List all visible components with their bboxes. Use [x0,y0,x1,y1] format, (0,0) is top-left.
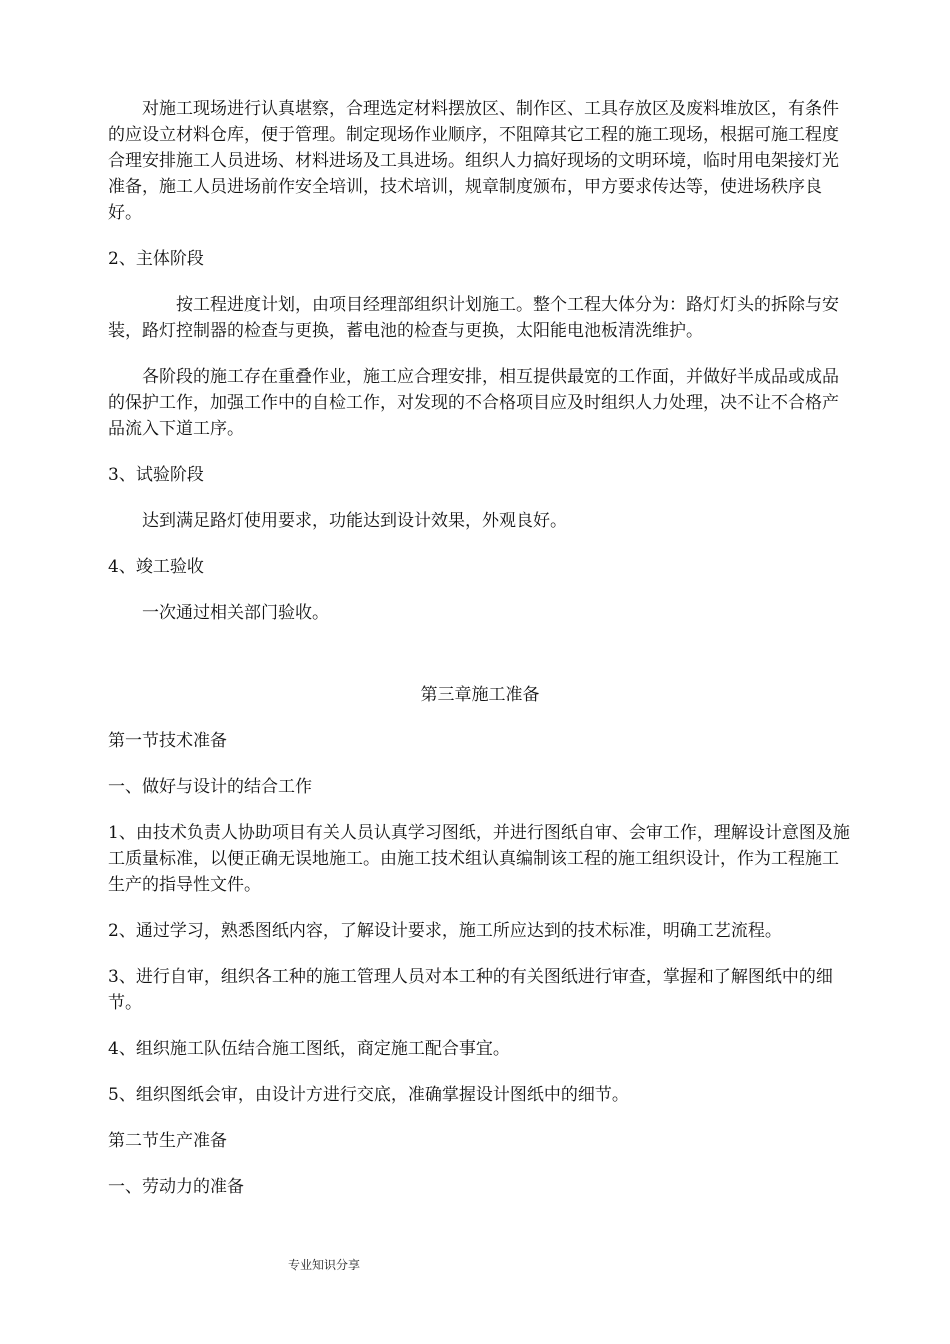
list-item-5: 5、组织图纸会审，由设计方进行交底，准确掌握设计图纸中的细节。 [108,1085,629,1105]
section-heading-technical: 第一节技术准备 [108,731,227,751]
paragraph-overlap-work: 各阶段的施工存在重叠作业，施工应合理安排，相互提供最宽的工作面，并做好半成品或成品的保护工作，加强工作中的自检工作，对发现的不合格项目应及时组织人力处理，决不让不合格产品流入下道工序。 [108,367,839,439]
list-item-2: 2、通过学习，熟悉图纸内容，了解设计要求，施工所应达到的技术标准，明确工艺流程。 [108,921,782,941]
heading-acceptance: 4、竣工验收 [108,557,204,577]
subheading-design-coordination: 一、做好与设计的结合工作 [108,777,312,797]
paragraph-acceptance: 一次通过相关部门验收。 [142,603,329,623]
paragraph-test: 达到满足路灯使用要求，功能达到设计效果，外观良好。 [142,511,567,531]
page-footer: 专业知识分享 [288,1258,361,1272]
heading-test-stage: 3、试验阶段 [108,465,204,485]
list-item-1: 1、由技术负责人协助项目有关人员认真学习图纸，并进行图纸自审、会审工作，理解设计意图及施工质量标准，以便正确无误地施工。由施工技术组认真编制该工程的施工组织设计，作为工程施工生产的指导性文件。 [108,823,850,895]
list-item-3: 3、进行自审，组织各工种的施工管理人员对本工种的有关图纸进行审查，掌握和了解图纸中的细节。 [108,967,833,1013]
subheading-labor: 一、劳动力的准备 [108,1177,244,1197]
heading-main-stage: 2、主体阶段 [108,249,204,269]
section-heading-production: 第二节生产准备 [108,1131,227,1151]
paragraph-site-prep: 对施工现场进行认真堪察，合理选定材料摆放区、制作区、工具存放区及废料堆放区，有条件的应设立材料仓库，便于管理。制定现场作业顺序，不阻障其它工程的施工现场，根据可施工程度合理安排施工人员进场、材料进场及工具进场。组织人力搞好现场的文明环境，临时用电架接灯光准备，施工人员进场前作安全培训，技术培训，规章制度颁布，甲方要求传达等，使进场秩序良好。 [108,99,839,223]
chapter-title: 第三章施工准备 [420,685,540,705]
paragraph-main-plan: 按工程进度计划，由项目经理部组织计划施工。整个工程大体分为：路灯灯头的拆除与安装，路灯控制器的检查与更换，蓄电池的检查与更换，太阳能电池板清洗维护。 [108,295,839,341]
document-body [108,96,852,1200]
list-item-4: 4、组织施工队伍结合施工图纸，商定施工配合事宜。 [108,1039,510,1059]
